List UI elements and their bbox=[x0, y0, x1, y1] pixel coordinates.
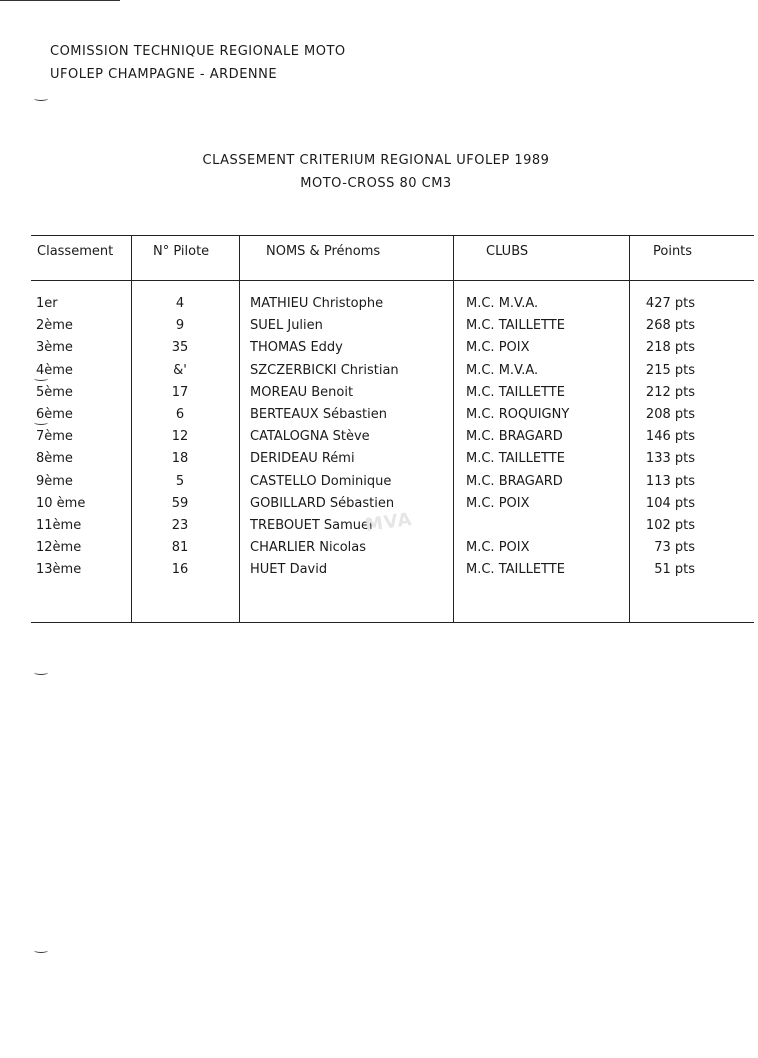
column-header-rank: Classement bbox=[37, 244, 114, 259]
points-cell: 133 pts bbox=[645, 451, 695, 467]
table-row bbox=[0, 429, 758, 451]
points-cell: 218 pts bbox=[645, 340, 695, 356]
club-cell: M.C. TAILLETTE bbox=[466, 384, 565, 400]
club-cell: M.C. ROQUIGNY bbox=[466, 407, 570, 422]
table-row bbox=[0, 540, 758, 562]
pilot-name-cell: MATHIEU Christophe bbox=[250, 296, 384, 311]
margin-mark bbox=[34, 670, 48, 675]
rank-cell: 11ème bbox=[36, 518, 82, 533]
table-row bbox=[0, 363, 758, 385]
rank-cell: 8ème bbox=[36, 451, 73, 467]
table-row bbox=[0, 296, 758, 318]
table-bottom-border bbox=[31, 622, 754, 623]
points-cell: 73 pts bbox=[654, 540, 695, 556]
pilot-name-cell: DERIDEAU Rémi bbox=[250, 451, 355, 467]
watermark: MVA bbox=[363, 508, 414, 537]
table-row bbox=[0, 451, 758, 473]
pilot-name-cell: CASTELLO Dominique bbox=[250, 473, 392, 489]
points-cell: 427 pts bbox=[645, 296, 695, 311]
points-cell: 51 pts bbox=[654, 562, 695, 578]
pilot-name-cell: MOREAU Benoit bbox=[250, 384, 354, 400]
pilot-number-cell: 18 bbox=[171, 451, 189, 467]
points-cell: 104 pts bbox=[645, 495, 695, 511]
table-top-border bbox=[31, 235, 754, 236]
rank-cell: 3ème bbox=[36, 340, 73, 356]
rank-cell: 10 ème bbox=[36, 495, 86, 511]
rank-cell: 13ème bbox=[36, 562, 82, 578]
top-edge-line bbox=[0, 0, 120, 1]
club-cell: M.C. POIX bbox=[466, 340, 530, 356]
pilot-number-cell: 81 bbox=[171, 540, 189, 556]
margin-mark bbox=[34, 96, 48, 101]
table-row bbox=[0, 385, 758, 407]
rank-cell: 9ème bbox=[36, 473, 73, 489]
pilot-number-cell: 16 bbox=[171, 562, 189, 578]
pilot-name-cell: SUEL Julien bbox=[250, 318, 323, 334]
club-cell: M.C. BRAGARD bbox=[466, 473, 563, 489]
table-row bbox=[0, 407, 758, 429]
points-cell: 208 pts bbox=[645, 407, 695, 422]
pilot-name-cell: HUET David bbox=[250, 562, 328, 578]
pilot-number-cell: 4 bbox=[175, 296, 185, 311]
rank-cell: 6ème bbox=[36, 407, 73, 422]
points-cell: 113 pts bbox=[645, 473, 695, 489]
pilot-number-cell: 5 bbox=[175, 473, 185, 489]
club-cell: M.C. POIX bbox=[466, 495, 530, 511]
table-row bbox=[0, 318, 758, 340]
pilot-number-cell: 12 bbox=[171, 429, 189, 445]
column-header-club: CLUBS bbox=[486, 244, 529, 259]
club-cell: M.C. BRAGARD bbox=[466, 429, 563, 445]
document-subtitle: MOTO-CROSS 80 CM3 bbox=[300, 176, 452, 191]
rank-cell: 4ème bbox=[36, 362, 73, 378]
points-cell: 212 pts bbox=[645, 384, 695, 400]
points-cell: 215 pts bbox=[645, 362, 695, 378]
club-cell: M.C. TAILLETTE bbox=[466, 318, 565, 334]
rank-cell: 12ème bbox=[36, 540, 82, 556]
column-header-number: N° Pilote bbox=[153, 244, 210, 259]
pilot-name-cell: CHARLIER Nicolas bbox=[250, 540, 367, 556]
pilot-number-cell: &' bbox=[173, 362, 187, 378]
table-row bbox=[0, 562, 758, 584]
pilot-name-cell: CATALOGNA Stève bbox=[250, 429, 370, 445]
pilot-name-cell: GOBILLARD Sébastien bbox=[250, 495, 395, 511]
points-cell: 146 pts bbox=[645, 429, 695, 445]
points-cell: 268 pts bbox=[645, 318, 695, 334]
pilot-name-cell: THOMAS Eddy bbox=[250, 340, 343, 356]
table-header-border bbox=[31, 280, 754, 281]
document-title: CLASSEMENT CRITERIUM REGIONAL UFOLEP 1989 bbox=[202, 153, 550, 168]
pilot-name-cell: BERTEAUX Sébastien bbox=[250, 407, 388, 422]
rank-cell: 2ème bbox=[36, 318, 73, 334]
pilot-number-cell: 6 bbox=[175, 407, 185, 422]
pilot-name-cell: SZCZERBICKI Christian bbox=[250, 362, 399, 378]
club-cell: M.C. M.V.A. bbox=[466, 296, 539, 311]
club-cell: M.C. TAILLETTE bbox=[466, 451, 565, 467]
table-row bbox=[0, 474, 758, 496]
organization-region: UFOLEP CHAMPAGNE - ARDENNE bbox=[50, 67, 278, 82]
pilot-number-cell: 9 bbox=[175, 318, 185, 334]
pilot-number-cell: 23 bbox=[171, 518, 189, 533]
club-cell: M.C. TAILLETTE bbox=[466, 562, 565, 578]
rank-cell: 5ème bbox=[36, 384, 73, 400]
pilot-number-cell: 17 bbox=[171, 384, 189, 400]
pilot-number-cell: 35 bbox=[171, 340, 189, 356]
rank-cell: 7ème bbox=[36, 429, 73, 445]
club-cell: M.C. M.V.A. bbox=[466, 362, 539, 378]
organization-name: COMISSION TECHNIQUE REGIONALE MOTO bbox=[50, 44, 346, 59]
points-cell: 102 pts bbox=[645, 518, 695, 533]
pilot-number-cell: 59 bbox=[171, 495, 189, 511]
club-cell: M.C. POIX bbox=[466, 540, 530, 556]
margin-mark bbox=[34, 948, 48, 953]
column-header-name: NOMS & Prénoms bbox=[266, 244, 381, 259]
table-row bbox=[0, 340, 758, 362]
rank-cell: 1er bbox=[36, 296, 58, 311]
column-header-points: Points bbox=[653, 244, 693, 259]
pilot-name-cell: TREBOUET Samuel bbox=[250, 518, 373, 533]
